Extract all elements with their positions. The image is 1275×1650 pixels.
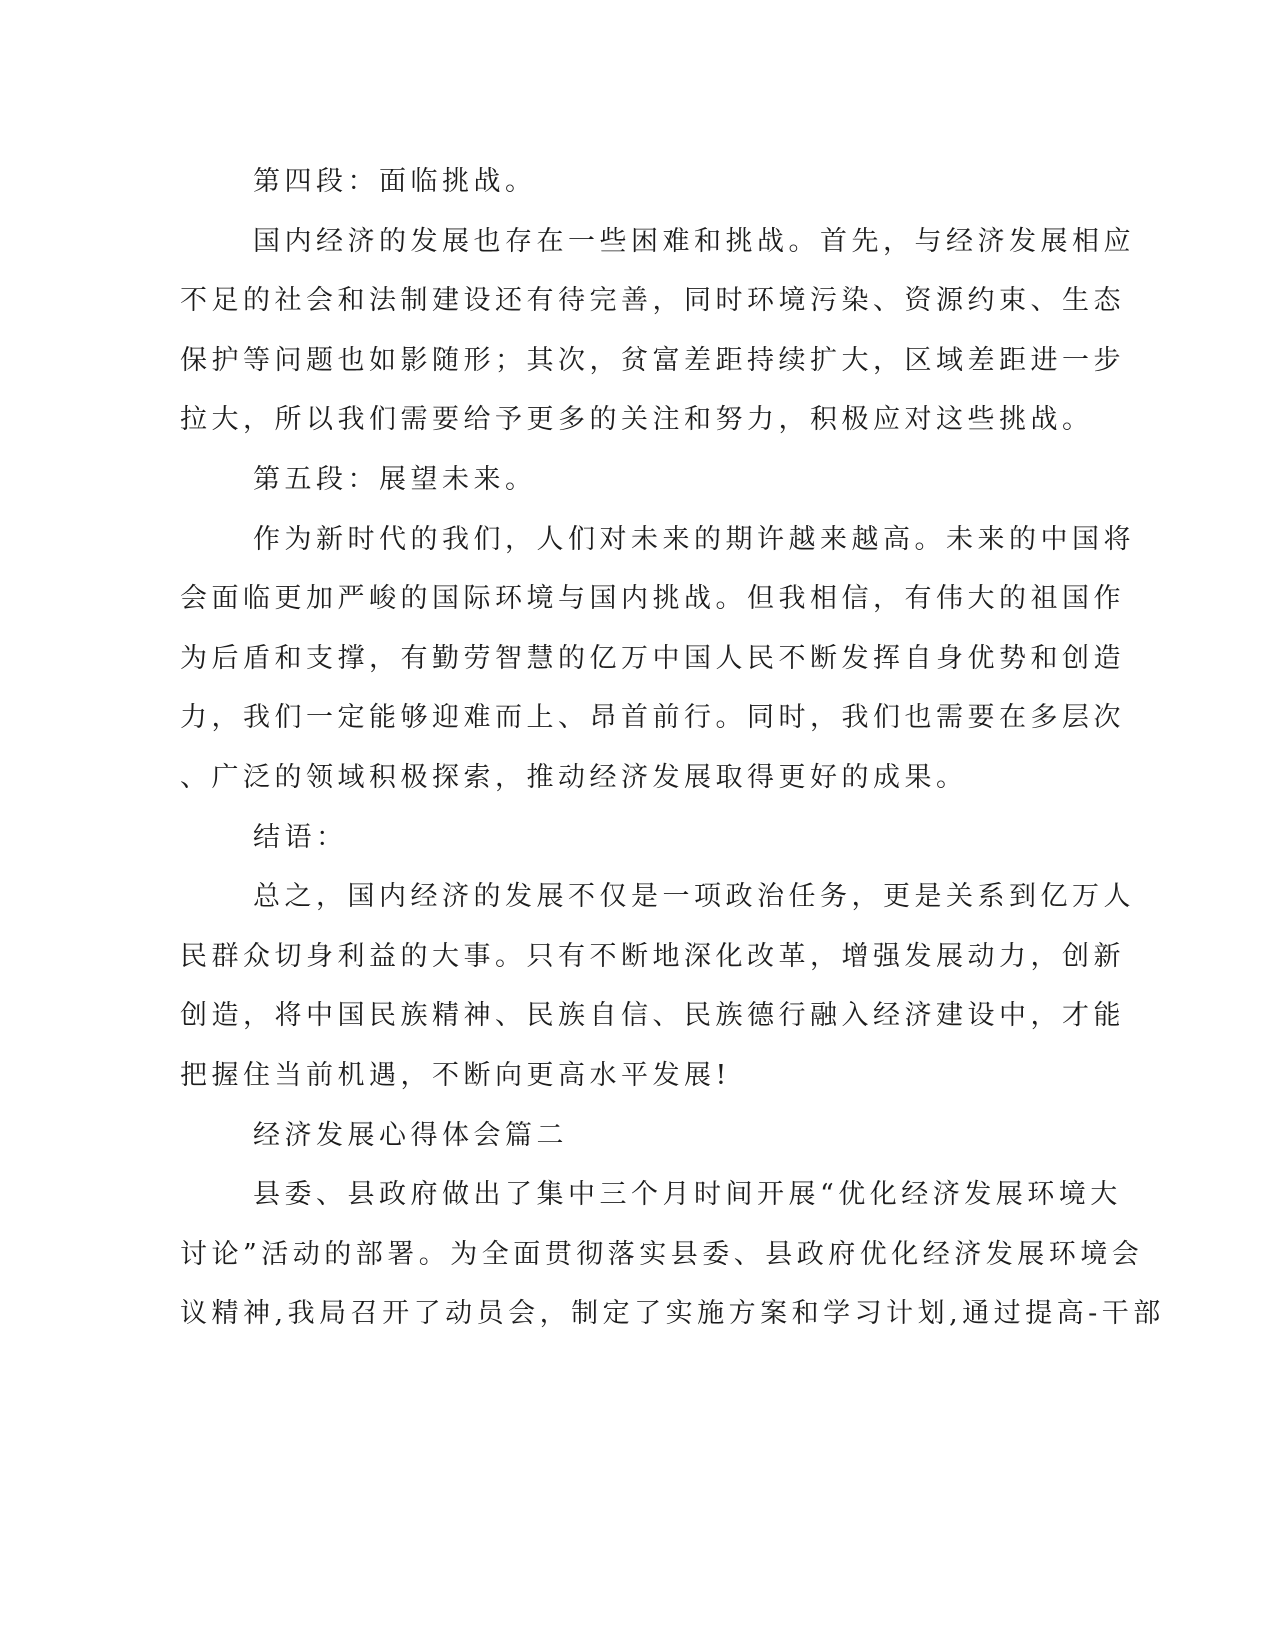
section-heading-4: 第四段：面临挑战。 bbox=[253, 166, 537, 197]
paragraph-line: 讨论”活动的部署。为全面贯彻落实县委、县政府优化经济发展环境会 bbox=[180, 1238, 1144, 1270]
document-body bbox=[180, 152, 1165, 1344]
paragraph-line: 保护等问题也如影随形；其次，贫富差距持续扩大，区域差距进一步 bbox=[180, 344, 1125, 376]
paragraph-line: 拉大，所以我们需要给予更多的关注和努力，积极应对这些挑战。 bbox=[180, 404, 1094, 436]
paragraph-line: 总之，国内经济的发展不仅是一项政治任务，更是关系到亿万人 bbox=[253, 881, 1135, 913]
paragraph-line: 创造，将中国民族精神、民族自信、民族德行融入经济建设中，才能 bbox=[180, 1000, 1125, 1032]
paragraph-line: 力，我们一定能够迎难而上、昂首前行。同时，我们也需要在多层次 bbox=[180, 702, 1125, 734]
conclusion-heading: 结语： bbox=[253, 821, 348, 853]
paragraph-line: 作为新时代的我们，人们对未来的期许越来越高。未来的中国将 bbox=[253, 523, 1135, 555]
paragraph-line: 把握住当前机遇，不断向更高水平发展! bbox=[180, 1059, 731, 1091]
paragraph-line: 议精神,我局召开了动员会，制定了实施方案和学习计划,通过提高-干部 bbox=[180, 1298, 1165, 1330]
paragraph-line: 不足的社会和法制建设还有待完善，同时环境污染、资源约束、生态 bbox=[180, 285, 1125, 317]
section-heading-5: 第五段：展望未来。 bbox=[253, 463, 537, 495]
paragraph-line: 国内经济的发展也存在一些困难和挑战。首先，与经济发展相应 bbox=[253, 225, 1135, 257]
paragraph-line: 县委、县政府做出了集中三个月时间开展“优化经济发展环境大 bbox=[253, 1179, 1122, 1211]
article-title-part2: 经济发展心得体会篇二 bbox=[253, 1119, 568, 1151]
paragraph-line: 为后盾和支撑，有勤劳智慧的亿万中国人民不断发挥自身优势和创造 bbox=[180, 642, 1125, 674]
paragraph-line: 民群众切身利益的大事。只有不断地深化改革，增强发展动力，创新 bbox=[180, 940, 1125, 972]
paragraph-line: 会面临更加严峻的国际环境与国内挑战。但我相信，有伟大的祖国作 bbox=[180, 583, 1125, 615]
paragraph-line: 、广泛的领域积极探索，推动经济发展取得更好的成果。 bbox=[180, 761, 968, 793]
